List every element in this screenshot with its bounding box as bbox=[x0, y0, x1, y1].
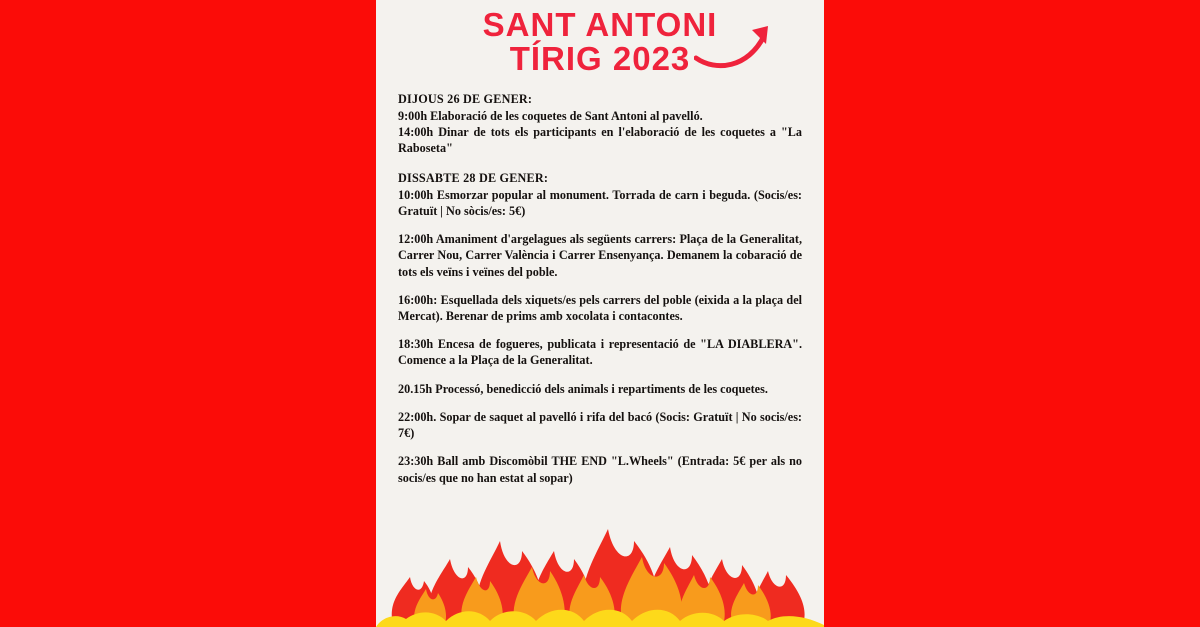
entry-spacer-4 bbox=[398, 369, 802, 381]
poster-card bbox=[376, 0, 824, 627]
title-line-2: TÍRIG 2023 bbox=[509, 40, 691, 78]
entry-thu-2: 14:00h Dinar de tots els participants en l'elaboració de les coquetes a "La Raboseta" bbox=[398, 125, 802, 156]
title-line-1: SANT ANTONI bbox=[482, 6, 718, 43]
entry-sat-7: 23:30h Ball amb Discomòbil THE END "L.Wheels" (Entrada: 5€ per als no socis/es que no han estat al sopar) bbox=[398, 454, 802, 485]
entry-spacer-2 bbox=[398, 280, 802, 292]
day-header-thursday: DIJOUS 26 DE GENER: bbox=[398, 91, 533, 106]
entry-sat-5: 20.15h Processó, benedicció dels animals i repartiments de les coquetes. bbox=[398, 381, 768, 396]
entry-spacer-1 bbox=[398, 219, 802, 231]
flames-illustration-icon bbox=[376, 507, 824, 627]
day-header-saturday: DISSABTE 28 DE GENER: bbox=[398, 170, 549, 185]
entry-sat-4: 18:30h Encesa de fogueres, publicata i representació de "LA DIABLERA". Comence a la Plaça de la Generalitat. bbox=[398, 337, 802, 368]
schedule-section-saturday bbox=[398, 170, 802, 486]
entry-sat-6: 22:00h. Sopar de saquet al pavelló i rifa del bacó (Socis: Gratuït | No socis/es: 7€) bbox=[398, 409, 802, 441]
entry-spacer-6 bbox=[398, 441, 802, 453]
entry-thu-1: 9:00h Elaboració de les coquetes de Sant Antoni al pavelló. bbox=[398, 108, 703, 123]
schedule-content bbox=[376, 77, 824, 486]
entry-spacer-3 bbox=[398, 324, 802, 336]
entry-sat-2: 12:00h Amaniment d'argelagues als següents carrers: Plaça de la Generalitat, Carrer Nou, Carrer València i Carrer Ensenyança. Demanem la cobaració de tots els veïns i veïnes del poble. bbox=[398, 232, 802, 279]
schedule-section-thursday bbox=[398, 91, 802, 157]
arrow-swoosh-icon bbox=[694, 18, 780, 70]
entry-sat-1: 10:00h Esmorzar popular al monument. Torrada de carn i beguda. (Socis/es: Gratuït | No sòcis/es: 5€) bbox=[398, 187, 802, 218]
entry-spacer-5 bbox=[398, 397, 802, 409]
section-spacer bbox=[398, 157, 802, 170]
entry-sat-3: 16:00h: Esquellada dels xiquets/es pels carrers del poble (eixida a la plaça del Mercat). Berenar de prims amb xocolata i contacontes. bbox=[398, 292, 802, 324]
